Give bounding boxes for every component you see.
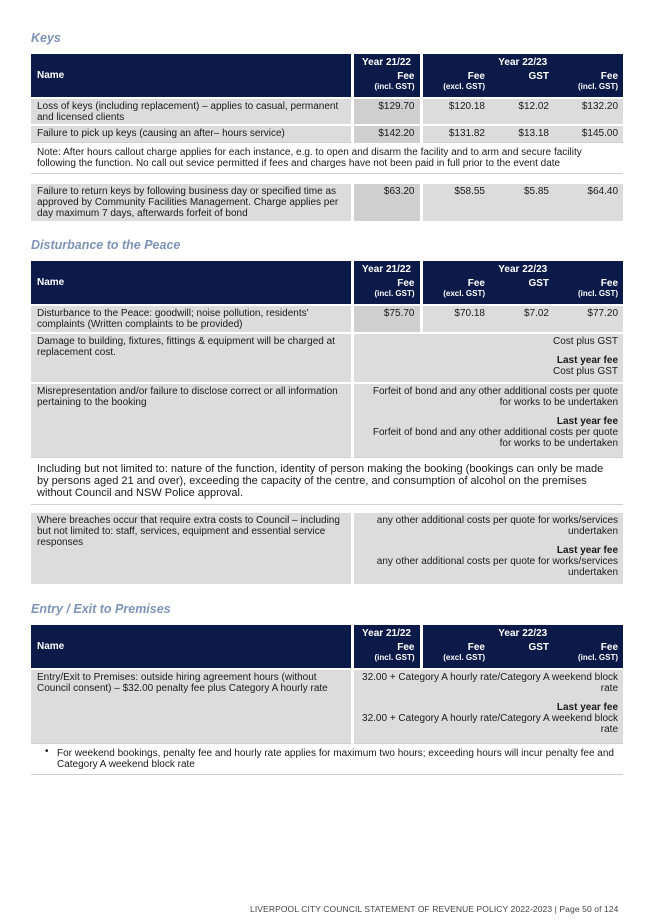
header-fee-incl-prev: Fee (incl. GST) <box>352 71 421 98</box>
fee-text: any other additional costs per quote for works/services undertaken <box>376 515 619 537</box>
row-name: Entry/Exit to Premises: outside hiring agreement hours (without Council consent) – $32.00 penalty fee plus Category A hourly rate <box>31 669 352 743</box>
fee-excl: $70.18 <box>421 305 490 333</box>
fee-excl: $120.18 <box>421 98 490 125</box>
header-fee-incl-prev: Fee (incl. GST) <box>352 642 421 669</box>
header-year-2122: Year 21/22 <box>352 54 421 71</box>
fee-text: 32.00 + Category A hourly rate/Category A weekend block rate <box>362 672 619 694</box>
row-name: Damage to building, fixtures, fittings & equipment will be charged at replacement cost. <box>31 333 352 383</box>
fee-cell <box>352 383 623 457</box>
fee-cell <box>352 512 623 584</box>
table-row <box>31 125 623 142</box>
fee-gst: $12.02 <box>490 98 554 125</box>
last-year-fee: Cost plus GST <box>552 366 619 377</box>
keys-note: Note: After hours callout charge applies for each instance, e.g. to open and disarm the facility and to arm and secure facility following the function. No call out sevice permitted if fees and charges have not been paid in full prior to the event date <box>31 142 623 173</box>
fee-prev: $129.70 <box>352 98 421 125</box>
section-title-entry-exit: Entry / Exit to Premises <box>31 602 171 616</box>
header-fee-excl: Fee (excl. GST) <box>421 642 490 669</box>
entry-bullet-note: • For weekend bookings, penalty fee and hourly rate applies for maximum two hours; exceeding hours will incur penalty fee and Category A weekend block rate <box>31 743 623 774</box>
header-year-2122: Year 21/22 <box>352 625 421 642</box>
section-title-disturbance: Disturbance to the Peace <box>31 238 181 252</box>
fee-text: Cost plus GST <box>552 336 619 347</box>
header-gst: GST <box>490 278 554 305</box>
fee-incl: $132.20 <box>554 98 623 125</box>
header-fee-incl: Fee (incl. GST) <box>554 278 623 305</box>
fee-cell <box>352 669 623 743</box>
header-year-2223: Year 22/23 <box>421 54 623 71</box>
last-year-label: Last year fee <box>556 416 619 427</box>
header-fee-incl: Fee (incl. GST) <box>554 642 623 669</box>
header-fee-incl-prev: Fee (incl. GST) <box>352 278 421 305</box>
last-year-label: Last year fee <box>556 545 619 556</box>
fee-prev: $142.20 <box>352 125 421 142</box>
header-year-2223: Year 22/23 <box>421 625 623 642</box>
disturbance-note: Including but not limited to: nature of the function, identity of person making the booking (bookings can only be made by persons aged 21 and over), exceeding the capacity of the centre, and consumption of alcohol on the premises without Council and NSW Police approval. <box>31 457 623 504</box>
fee-incl: $77.20 <box>554 305 623 333</box>
last-year-label: Last year fee <box>556 702 619 713</box>
fee-excl: $131.82 <box>421 125 490 142</box>
table-row <box>31 512 623 584</box>
fee-prev: $75.70 <box>352 305 421 333</box>
row-name: Failure to pick up keys (causing an after– hours service) <box>31 125 352 142</box>
fee-prev: $63.20 <box>352 183 421 221</box>
page-footer: LIVERPOOL CITY COUNCIL STATEMENT OF REVENUE POLICY 2022-2023 | Page 50 of 124 <box>250 904 619 914</box>
last-year-fee: 32.00 + Category A hourly rate/Category A weekend block rate <box>362 713 619 735</box>
fee-excl: $58.55 <box>421 183 490 221</box>
row-name: Failure to return keys by following business day or specified time as approved by Community Facilities Management. Charge applies per day maximum 7 days, afterwards forfeit of bond <box>31 183 352 221</box>
table-row <box>31 183 623 221</box>
last-year-fee: Forfeit of bond and any other additional costs per quote for works to be undertaken <box>372 427 619 449</box>
keys-table <box>31 54 623 221</box>
header-name: Name <box>31 54 352 98</box>
row-name: Loss of keys (including replacement) – applies to casual, permanent and licensed clients <box>31 98 352 125</box>
header-gst: GST <box>490 71 554 98</box>
header-name: Name <box>31 625 352 669</box>
row-name: Disturbance to the Peace: goodwill; noise pollution, residents' complaints (Written complaints to be provided) <box>31 305 352 333</box>
header-year-2223: Year 22/23 <box>421 261 623 278</box>
table-row <box>31 669 623 743</box>
fee-incl: $64.40 <box>554 183 623 221</box>
header-fee-excl: Fee (excl. GST) <box>421 71 490 98</box>
last-year-label: Last year fee <box>556 355 619 366</box>
fee-incl: $145.00 <box>554 125 623 142</box>
fee-cell <box>352 333 623 383</box>
disturbance-table <box>31 261 623 584</box>
header-fee-excl: Fee (excl. GST) <box>421 278 490 305</box>
entry-exit-table <box>31 625 623 775</box>
header-gst: GST <box>490 642 554 669</box>
fee-text: Forfeit of bond and any other additional costs per quote for works to be undertaken <box>372 386 619 408</box>
header-year-2122: Year 21/22 <box>352 261 421 278</box>
table-row <box>31 98 623 125</box>
row-name: Where breaches occur that require extra costs to Council – including but not limited to: staff, services, equipment and essential service responses <box>31 512 352 584</box>
header-fee-incl: Fee (incl. GST) <box>554 71 623 98</box>
fee-gst: $13.18 <box>490 125 554 142</box>
last-year-fee: any other additional costs per quote for works/services undertaken <box>376 556 619 578</box>
fee-gst: $7.02 <box>490 305 554 333</box>
fee-gst: $5.85 <box>490 183 554 221</box>
table-row <box>31 383 623 457</box>
table-row <box>31 333 623 383</box>
section-title-keys: Keys <box>31 31 61 45</box>
table-row <box>31 305 623 333</box>
row-name: Misrepresentation and/or failure to disclose correct or all information pertaining to the booking <box>31 383 352 457</box>
header-name: Name <box>31 261 352 305</box>
